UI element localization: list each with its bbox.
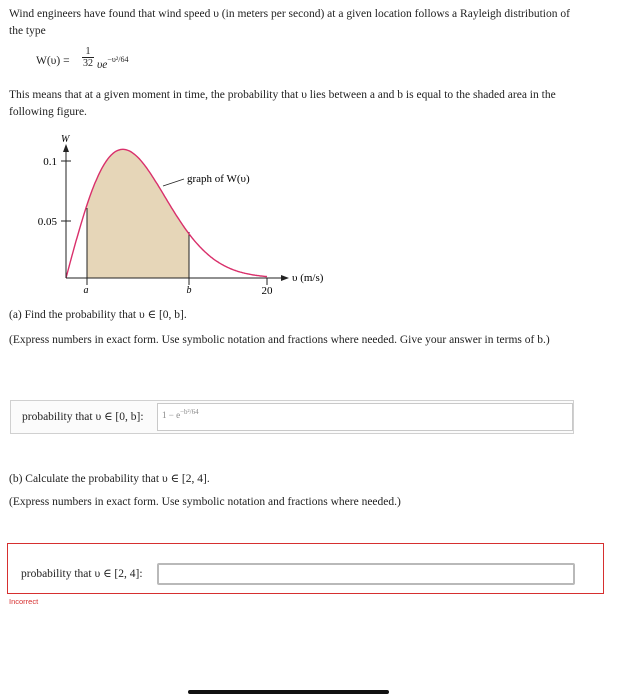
part-a-question: (a) Find the probability that υ ∈ [0, b].: [9, 309, 187, 321]
x-tick-label-a: a: [83, 285, 89, 296]
rayleigh-figure: [0, 128, 617, 303]
formula-rhs-base: υe: [97, 59, 108, 71]
answer-a-base: 1 − e: [162, 410, 181, 420]
annotation-leader: [163, 179, 184, 186]
home-indicator: [188, 690, 389, 694]
explanation-text: [9, 87, 599, 121]
part-b-question: (b) Calculate the probability that υ ∈ [2, 4].: [9, 473, 210, 485]
formula-lhs: W(υ) =: [36, 55, 70, 67]
graph-annotation: graph of W(υ): [187, 173, 250, 185]
intro-line-1: Wind engineers have found that wind speed υ (in meters per second) at a given location follows a Rayleigh distribution of: [9, 8, 570, 20]
part-b-instructions: (Express numbers in exact form. Use symbolic notation and fractions where needed.): [9, 496, 401, 508]
x-axis-arrow: [281, 275, 289, 281]
formula-numerator: 1: [85, 46, 91, 57]
answer-b-label: probability that υ ∈ [2, 4]:: [21, 568, 143, 580]
answer-b-input[interactable]: [157, 563, 575, 585]
answer-a-value: [162, 408, 199, 420]
y-tick-label-0-1: 0.1: [43, 156, 57, 168]
explanation-line-1: This means that at a given moment in time, the probability that υ lies between a and b is equal to the shaded area in the: [9, 89, 556, 101]
formula-rhs: [97, 55, 128, 71]
y-axis-arrow: [63, 144, 69, 152]
answer-row-a: [10, 400, 574, 434]
intro-text: [9, 6, 599, 40]
x-axis-label: υ (m/s): [292, 272, 324, 284]
y-axis-label: W: [61, 134, 70, 145]
x-tick-label-20: 20: [261, 285, 273, 297]
explanation-line-2: following figure.: [9, 106, 87, 118]
x-tick-label-b: b: [186, 285, 192, 296]
part-a-instructions: (Express numbers in exact form. Use symbolic notation and fractions where needed. Give your answer in terms of b.): [9, 334, 550, 346]
answer-a-input[interactable]: [157, 403, 573, 431]
y-tick-label-0-05: 0.05: [37, 216, 57, 228]
formula-denominator: 32: [83, 58, 93, 69]
answer-a-exponent: −b²/64: [180, 408, 199, 416]
answer-a-label: probability that υ ∈ [0, b]:: [22, 411, 144, 423]
formula-fraction: [82, 46, 94, 69]
formula-rhs-exponent: −υ²/64: [107, 55, 129, 64]
incorrect-status: Incorrect: [9, 597, 39, 606]
answer-row-b: [7, 543, 604, 594]
intro-line-2: the type: [9, 25, 46, 37]
